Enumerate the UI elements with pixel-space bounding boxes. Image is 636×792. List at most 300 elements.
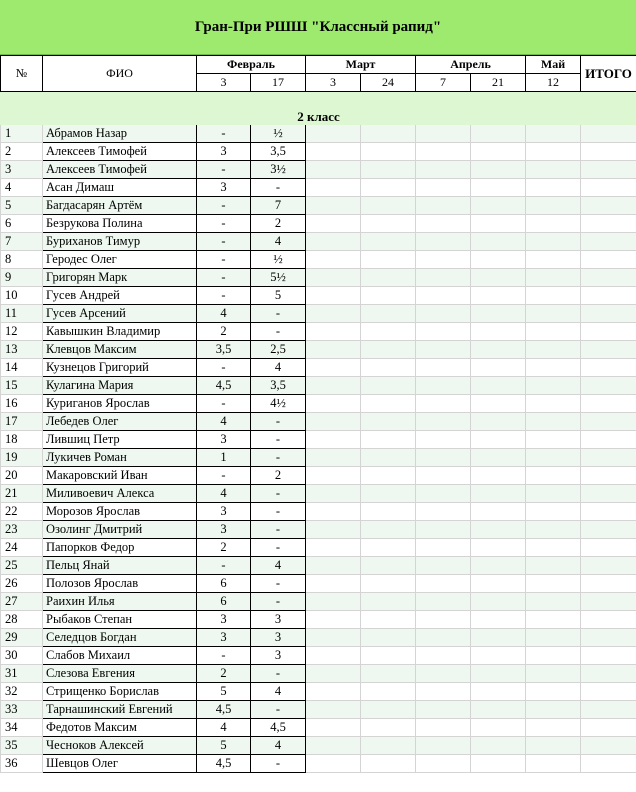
score-feb-17[interactable]: -	[251, 323, 306, 341]
score-feb-17[interactable]: 4	[251, 233, 306, 251]
empty-cell[interactable]	[471, 557, 526, 575]
row-number[interactable]: 13	[1, 341, 43, 359]
empty-cell[interactable]	[581, 647, 636, 665]
score-feb-3[interactable]: -	[197, 287, 251, 305]
player-name[interactable]: Пельц Янай	[43, 557, 197, 575]
empty-cell[interactable]	[416, 701, 471, 719]
player-name[interactable]: Абрамов Назар	[43, 125, 197, 143]
empty-cell[interactable]	[361, 395, 416, 413]
empty-cell[interactable]	[526, 215, 581, 233]
score-feb-17[interactable]: -	[251, 593, 306, 611]
empty-cell[interactable]	[306, 359, 361, 377]
empty-cell[interactable]	[581, 611, 636, 629]
empty-cell[interactable]	[416, 269, 471, 287]
row-number[interactable]: 16	[1, 395, 43, 413]
empty-cell[interactable]	[416, 305, 471, 323]
empty-cell[interactable]	[361, 539, 416, 557]
empty-cell[interactable]	[361, 665, 416, 683]
empty-cell[interactable]	[471, 341, 526, 359]
score-feb-3[interactable]: 3	[197, 503, 251, 521]
empty-cell[interactable]	[416, 377, 471, 395]
score-feb-3[interactable]: 2	[197, 539, 251, 557]
empty-cell[interactable]	[471, 215, 526, 233]
score-feb-17[interactable]: 3,5	[251, 377, 306, 395]
score-feb-17[interactable]: -	[251, 413, 306, 431]
player-name[interactable]: Селедцов Богдан	[43, 629, 197, 647]
player-name[interactable]: Кулагина Мария	[43, 377, 197, 395]
empty-cell[interactable]	[581, 503, 636, 521]
empty-cell[interactable]	[471, 593, 526, 611]
player-name[interactable]: Клевцов Максим	[43, 341, 197, 359]
empty-cell[interactable]	[526, 737, 581, 755]
empty-cell[interactable]	[306, 485, 361, 503]
empty-cell[interactable]	[581, 701, 636, 719]
empty-cell[interactable]	[471, 701, 526, 719]
empty-cell[interactable]	[471, 233, 526, 251]
empty-cell[interactable]	[306, 269, 361, 287]
score-feb-3[interactable]: 5	[197, 683, 251, 701]
score-feb-3[interactable]: 4	[197, 485, 251, 503]
empty-cell[interactable]	[526, 683, 581, 701]
empty-cell[interactable]	[361, 323, 416, 341]
empty-cell[interactable]	[361, 611, 416, 629]
empty-cell[interactable]	[526, 269, 581, 287]
empty-cell[interactable]	[526, 359, 581, 377]
player-name[interactable]: Гусев Арсений	[43, 305, 197, 323]
score-feb-3[interactable]: 3,5	[197, 341, 251, 359]
score-feb-3[interactable]: 3	[197, 611, 251, 629]
empty-cell[interactable]	[361, 683, 416, 701]
empty-cell[interactable]	[526, 557, 581, 575]
empty-cell[interactable]	[526, 503, 581, 521]
empty-cell[interactable]	[306, 575, 361, 593]
row-number[interactable]: 6	[1, 215, 43, 233]
empty-cell[interactable]	[361, 269, 416, 287]
empty-cell[interactable]	[471, 125, 526, 143]
row-number[interactable]: 31	[1, 665, 43, 683]
empty-cell[interactable]	[361, 647, 416, 665]
empty-cell[interactable]	[526, 413, 581, 431]
empty-cell[interactable]	[416, 719, 471, 737]
empty-cell[interactable]	[471, 647, 526, 665]
score-feb-17[interactable]: -	[251, 485, 306, 503]
row-number[interactable]: 27	[1, 593, 43, 611]
empty-cell[interactable]	[361, 251, 416, 269]
empty-cell[interactable]	[361, 305, 416, 323]
empty-cell[interactable]	[581, 125, 636, 143]
empty-cell[interactable]	[306, 449, 361, 467]
empty-cell[interactable]	[306, 377, 361, 395]
player-name[interactable]: Лебедев Олег	[43, 413, 197, 431]
empty-cell[interactable]	[416, 611, 471, 629]
empty-cell[interactable]	[526, 161, 581, 179]
empty-cell[interactable]	[581, 575, 636, 593]
empty-cell[interactable]	[306, 593, 361, 611]
empty-cell[interactable]	[471, 143, 526, 161]
score-feb-17[interactable]: -	[251, 503, 306, 521]
empty-cell[interactable]	[471, 431, 526, 449]
row-number[interactable]: 14	[1, 359, 43, 377]
empty-cell[interactable]	[526, 755, 581, 773]
score-feb-17[interactable]: 2	[251, 467, 306, 485]
empty-cell[interactable]	[306, 215, 361, 233]
empty-cell[interactable]	[526, 341, 581, 359]
empty-cell[interactable]	[471, 665, 526, 683]
score-feb-3[interactable]: -	[197, 233, 251, 251]
score-feb-17[interactable]: 2	[251, 215, 306, 233]
score-feb-3[interactable]: -	[197, 215, 251, 233]
empty-cell[interactable]	[416, 629, 471, 647]
row-number[interactable]: 24	[1, 539, 43, 557]
empty-cell[interactable]	[581, 719, 636, 737]
empty-cell[interactable]	[471, 269, 526, 287]
empty-cell[interactable]	[361, 161, 416, 179]
player-name[interactable]: Слабов Михаил	[43, 647, 197, 665]
score-feb-3[interactable]: 2	[197, 665, 251, 683]
empty-cell[interactable]	[581, 665, 636, 683]
empty-cell[interactable]	[581, 143, 636, 161]
empty-cell[interactable]	[526, 539, 581, 557]
score-feb-17[interactable]: 2,5	[251, 341, 306, 359]
row-number[interactable]: 21	[1, 485, 43, 503]
score-feb-3[interactable]: -	[197, 359, 251, 377]
empty-cell[interactable]	[306, 701, 361, 719]
score-feb-3[interactable]: 1	[197, 449, 251, 467]
score-feb-3[interactable]: -	[197, 647, 251, 665]
player-name[interactable]: Слезова Евгения	[43, 665, 197, 683]
empty-cell[interactable]	[306, 557, 361, 575]
score-feb-17[interactable]: 4	[251, 557, 306, 575]
empty-cell[interactable]	[416, 575, 471, 593]
empty-cell[interactable]	[306, 143, 361, 161]
score-feb-17[interactable]: 3,5	[251, 143, 306, 161]
score-feb-17[interactable]: -	[251, 521, 306, 539]
empty-cell[interactable]	[306, 395, 361, 413]
score-feb-17[interactable]: ½	[251, 125, 306, 143]
empty-cell[interactable]	[526, 431, 581, 449]
empty-cell[interactable]	[306, 719, 361, 737]
empty-cell[interactable]	[416, 683, 471, 701]
empty-cell[interactable]	[361, 179, 416, 197]
empty-cell[interactable]	[526, 323, 581, 341]
empty-cell[interactable]	[361, 485, 416, 503]
empty-cell[interactable]	[416, 125, 471, 143]
row-number[interactable]: 10	[1, 287, 43, 305]
row-number[interactable]: 20	[1, 467, 43, 485]
empty-cell[interactable]	[306, 629, 361, 647]
score-feb-3[interactable]: 4,5	[197, 377, 251, 395]
score-feb-3[interactable]: 3	[197, 143, 251, 161]
player-name[interactable]: Рыбаков Степан	[43, 611, 197, 629]
score-feb-17[interactable]: -	[251, 755, 306, 773]
row-number[interactable]: 7	[1, 233, 43, 251]
empty-cell[interactable]	[361, 215, 416, 233]
empty-cell[interactable]	[471, 359, 526, 377]
empty-cell[interactable]	[306, 197, 361, 215]
empty-cell[interactable]	[471, 179, 526, 197]
score-feb-3[interactable]: 6	[197, 575, 251, 593]
score-feb-17[interactable]: 4	[251, 737, 306, 755]
empty-cell[interactable]	[416, 755, 471, 773]
empty-cell[interactable]	[361, 377, 416, 395]
empty-cell[interactable]	[361, 521, 416, 539]
empty-cell[interactable]	[416, 395, 471, 413]
player-name[interactable]: Шевцов Олег	[43, 755, 197, 773]
empty-cell[interactable]	[361, 719, 416, 737]
empty-cell[interactable]	[306, 179, 361, 197]
empty-cell[interactable]	[471, 323, 526, 341]
empty-cell[interactable]	[361, 629, 416, 647]
empty-cell[interactable]	[416, 737, 471, 755]
empty-cell[interactable]	[471, 629, 526, 647]
player-name[interactable]: Багдасарян Артём	[43, 197, 197, 215]
row-number[interactable]: 33	[1, 701, 43, 719]
empty-cell[interactable]	[471, 755, 526, 773]
score-feb-17[interactable]: -	[251, 539, 306, 557]
score-feb-17[interactable]: ½	[251, 251, 306, 269]
empty-cell[interactable]	[471, 161, 526, 179]
row-number[interactable]: 34	[1, 719, 43, 737]
row-number[interactable]: 17	[1, 413, 43, 431]
empty-cell[interactable]	[581, 359, 636, 377]
empty-cell[interactable]	[471, 611, 526, 629]
score-feb-3[interactable]: 5	[197, 737, 251, 755]
empty-cell[interactable]	[361, 233, 416, 251]
empty-cell[interactable]	[416, 341, 471, 359]
empty-cell[interactable]	[416, 467, 471, 485]
empty-cell[interactable]	[416, 539, 471, 557]
row-number[interactable]: 28	[1, 611, 43, 629]
empty-cell[interactable]	[526, 701, 581, 719]
player-name[interactable]: Алексеев Тимофей	[43, 143, 197, 161]
empty-cell[interactable]	[416, 521, 471, 539]
empty-cell[interactable]	[416, 179, 471, 197]
empty-cell[interactable]	[526, 197, 581, 215]
empty-cell[interactable]	[361, 503, 416, 521]
empty-cell[interactable]	[526, 719, 581, 737]
empty-cell[interactable]	[581, 485, 636, 503]
score-feb-17[interactable]: -	[251, 665, 306, 683]
score-feb-17[interactable]: 5½	[251, 269, 306, 287]
empty-cell[interactable]	[471, 485, 526, 503]
empty-cell[interactable]	[581, 593, 636, 611]
empty-cell[interactable]	[526, 449, 581, 467]
score-feb-3[interactable]: -	[197, 467, 251, 485]
empty-cell[interactable]	[361, 143, 416, 161]
empty-cell[interactable]	[471, 737, 526, 755]
empty-cell[interactable]	[416, 431, 471, 449]
empty-cell[interactable]	[581, 557, 636, 575]
empty-cell[interactable]	[416, 251, 471, 269]
empty-cell[interactable]	[471, 683, 526, 701]
row-number[interactable]: 8	[1, 251, 43, 269]
player-name[interactable]: Безрукова Полина	[43, 215, 197, 233]
empty-cell[interactable]	[581, 251, 636, 269]
empty-cell[interactable]	[416, 503, 471, 521]
score-feb-3[interactable]: -	[197, 161, 251, 179]
row-number[interactable]: 1	[1, 125, 43, 143]
empty-cell[interactable]	[361, 431, 416, 449]
empty-cell[interactable]	[416, 449, 471, 467]
empty-cell[interactable]	[471, 539, 526, 557]
row-number[interactable]: 26	[1, 575, 43, 593]
empty-cell[interactable]	[306, 431, 361, 449]
score-feb-17[interactable]: -	[251, 449, 306, 467]
score-feb-17[interactable]: 3	[251, 647, 306, 665]
empty-cell[interactable]	[526, 233, 581, 251]
player-name[interactable]: Макаровский Иван	[43, 467, 197, 485]
score-feb-3[interactable]: -	[197, 269, 251, 287]
empty-cell[interactable]	[526, 467, 581, 485]
empty-cell[interactable]	[526, 629, 581, 647]
empty-cell[interactable]	[361, 341, 416, 359]
empty-cell[interactable]	[581, 521, 636, 539]
player-name[interactable]: Лукичев Роман	[43, 449, 197, 467]
player-name[interactable]: Раихин Илья	[43, 593, 197, 611]
row-number[interactable]: 23	[1, 521, 43, 539]
empty-cell[interactable]	[581, 233, 636, 251]
player-name[interactable]: Тарнашинский Евгений	[43, 701, 197, 719]
empty-cell[interactable]	[306, 341, 361, 359]
empty-cell[interactable]	[581, 215, 636, 233]
empty-cell[interactable]	[416, 485, 471, 503]
empty-cell[interactable]	[361, 125, 416, 143]
empty-cell[interactable]	[471, 467, 526, 485]
empty-cell[interactable]	[526, 125, 581, 143]
empty-cell[interactable]	[306, 683, 361, 701]
empty-cell[interactable]	[306, 125, 361, 143]
empty-cell[interactable]	[581, 431, 636, 449]
player-name[interactable]: Морозов Ярослав	[43, 503, 197, 521]
empty-cell[interactable]	[471, 521, 526, 539]
empty-cell[interactable]	[526, 143, 581, 161]
row-number[interactable]: 3	[1, 161, 43, 179]
score-feb-3[interactable]: 4,5	[197, 755, 251, 773]
player-name[interactable]: Миливоевич Алекса	[43, 485, 197, 503]
empty-cell[interactable]	[581, 449, 636, 467]
player-name[interactable]: Лившиц Петр	[43, 431, 197, 449]
row-number[interactable]: 35	[1, 737, 43, 755]
empty-cell[interactable]	[361, 755, 416, 773]
empty-cell[interactable]	[306, 611, 361, 629]
player-name[interactable]: Кузнецов Григорий	[43, 359, 197, 377]
empty-cell[interactable]	[306, 467, 361, 485]
empty-cell[interactable]	[416, 215, 471, 233]
score-feb-17[interactable]: 3	[251, 611, 306, 629]
empty-cell[interactable]	[361, 287, 416, 305]
score-feb-17[interactable]: -	[251, 701, 306, 719]
empty-cell[interactable]	[471, 449, 526, 467]
empty-cell[interactable]	[581, 755, 636, 773]
score-feb-3[interactable]: 6	[197, 593, 251, 611]
row-number[interactable]: 12	[1, 323, 43, 341]
row-number[interactable]: 19	[1, 449, 43, 467]
empty-cell[interactable]	[471, 395, 526, 413]
row-number[interactable]: 15	[1, 377, 43, 395]
row-number[interactable]: 5	[1, 197, 43, 215]
row-number[interactable]: 29	[1, 629, 43, 647]
empty-cell[interactable]	[581, 413, 636, 431]
score-feb-3[interactable]: -	[197, 557, 251, 575]
score-feb-17[interactable]: 3½	[251, 161, 306, 179]
score-feb-17[interactable]: -	[251, 179, 306, 197]
empty-cell[interactable]	[416, 665, 471, 683]
empty-cell[interactable]	[471, 719, 526, 737]
empty-cell[interactable]	[306, 503, 361, 521]
empty-cell[interactable]	[416, 161, 471, 179]
empty-cell[interactable]	[526, 665, 581, 683]
empty-cell[interactable]	[416, 593, 471, 611]
empty-cell[interactable]	[361, 557, 416, 575]
player-name[interactable]: Папорков Федор	[43, 539, 197, 557]
empty-cell[interactable]	[581, 161, 636, 179]
empty-cell[interactable]	[361, 737, 416, 755]
empty-cell[interactable]	[471, 503, 526, 521]
empty-cell[interactable]	[526, 485, 581, 503]
empty-cell[interactable]	[416, 287, 471, 305]
empty-cell[interactable]	[306, 521, 361, 539]
player-name[interactable]: Геродес Олег	[43, 251, 197, 269]
row-number[interactable]: 9	[1, 269, 43, 287]
row-number[interactable]: 18	[1, 431, 43, 449]
player-name[interactable]: Федотов Максим	[43, 719, 197, 737]
score-feb-17[interactable]: -	[251, 305, 306, 323]
empty-cell[interactable]	[471, 287, 526, 305]
empty-cell[interactable]	[416, 197, 471, 215]
empty-cell[interactable]	[416, 647, 471, 665]
empty-cell[interactable]	[361, 701, 416, 719]
empty-cell[interactable]	[581, 377, 636, 395]
empty-cell[interactable]	[526, 179, 581, 197]
score-feb-17[interactable]: 4½	[251, 395, 306, 413]
row-number[interactable]: 30	[1, 647, 43, 665]
empty-cell[interactable]	[361, 593, 416, 611]
empty-cell[interactable]	[581, 323, 636, 341]
empty-cell[interactable]	[526, 377, 581, 395]
empty-cell[interactable]	[361, 467, 416, 485]
empty-cell[interactable]	[526, 593, 581, 611]
empty-cell[interactable]	[526, 611, 581, 629]
empty-cell[interactable]	[581, 269, 636, 287]
player-name[interactable]: Озолинг Дмитрий	[43, 521, 197, 539]
empty-cell[interactable]	[306, 755, 361, 773]
empty-cell[interactable]	[306, 161, 361, 179]
player-name[interactable]: Гусев Андрей	[43, 287, 197, 305]
empty-cell[interactable]	[471, 197, 526, 215]
score-feb-17[interactable]: 5	[251, 287, 306, 305]
empty-cell[interactable]	[581, 629, 636, 647]
empty-cell[interactable]	[581, 197, 636, 215]
empty-cell[interactable]	[471, 305, 526, 323]
empty-cell[interactable]	[526, 251, 581, 269]
empty-cell[interactable]	[526, 647, 581, 665]
empty-cell[interactable]	[581, 737, 636, 755]
score-feb-3[interactable]: -	[197, 251, 251, 269]
empty-cell[interactable]	[581, 305, 636, 323]
empty-cell[interactable]	[416, 323, 471, 341]
score-feb-3[interactable]: 3	[197, 521, 251, 539]
empty-cell[interactable]	[306, 305, 361, 323]
empty-cell[interactable]	[581, 683, 636, 701]
empty-cell[interactable]	[361, 197, 416, 215]
score-feb-17[interactable]: -	[251, 431, 306, 449]
empty-cell[interactable]	[526, 395, 581, 413]
empty-cell[interactable]	[416, 233, 471, 251]
score-feb-3[interactable]: -	[197, 395, 251, 413]
score-feb-3[interactable]: 3	[197, 179, 251, 197]
score-feb-17[interactable]: 7	[251, 197, 306, 215]
score-feb-3[interactable]: 4	[197, 305, 251, 323]
